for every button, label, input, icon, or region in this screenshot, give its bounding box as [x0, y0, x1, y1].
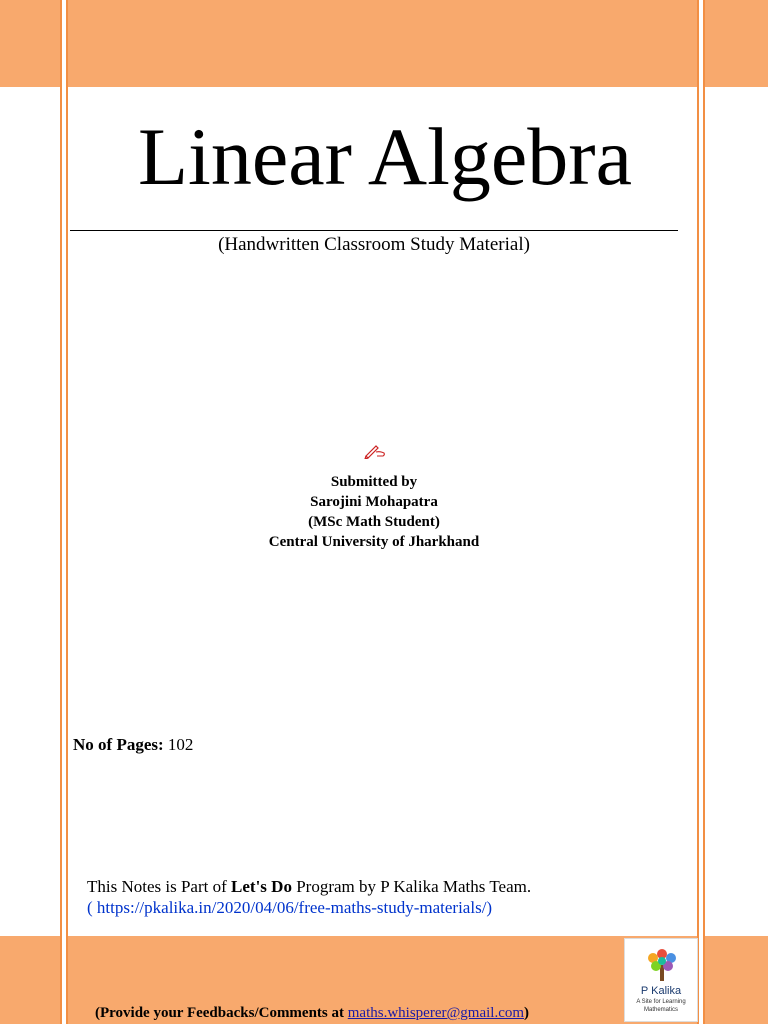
writing-hand-icon: [364, 443, 386, 459]
feedback-prefix: (Provide your Feedbacks/Comments at: [95, 1005, 348, 1021]
notes-program-name: Let's Do: [231, 877, 292, 896]
document-title: Linear Algebra: [137, 111, 633, 202]
author-university: Central University of Jharkhand: [268, 534, 480, 550]
submission-block: [70, 472, 678, 552]
feedback-line: [95, 1003, 529, 1023]
pages-label: No of Pages:: [73, 735, 164, 754]
materials-link[interactable]: ( https://pkalika.in/2020/04/06/free-maths-study-materials/): [87, 898, 493, 917]
author-name: Sarojini Mohapatra: [310, 494, 438, 510]
program-note: [87, 876, 531, 898]
feedback-suffix: ): [524, 1005, 530, 1021]
pages-value: 102: [167, 735, 194, 754]
right-border-line-outer: [703, 0, 705, 1024]
top-orange-band: [0, 0, 768, 87]
submitted-by-label: Submitted by: [330, 474, 418, 490]
left-border-line-inner: [66, 0, 68, 1024]
logo-tagline: A Site for Learning Mathematics: [636, 999, 686, 1013]
author-role: (MSc Math Student): [308, 514, 440, 530]
logo-name: P Kalika: [640, 985, 682, 997]
p-kalika-logo: [624, 938, 698, 1022]
feedback-email-link[interactable]: maths.whisperer@gmail.com: [347, 1005, 525, 1021]
notes-text-start: This Notes is Part of: [87, 877, 232, 896]
page-count: [73, 734, 193, 756]
document-subtitle: (Handwritten Classroom Study Material): [218, 234, 530, 255]
tree-icon: [643, 945, 681, 983]
notes-text-end: Program by P Kalika Maths Team.: [291, 877, 532, 896]
left-border-line-outer: [60, 0, 62, 1024]
title-divider: [70, 230, 678, 231]
